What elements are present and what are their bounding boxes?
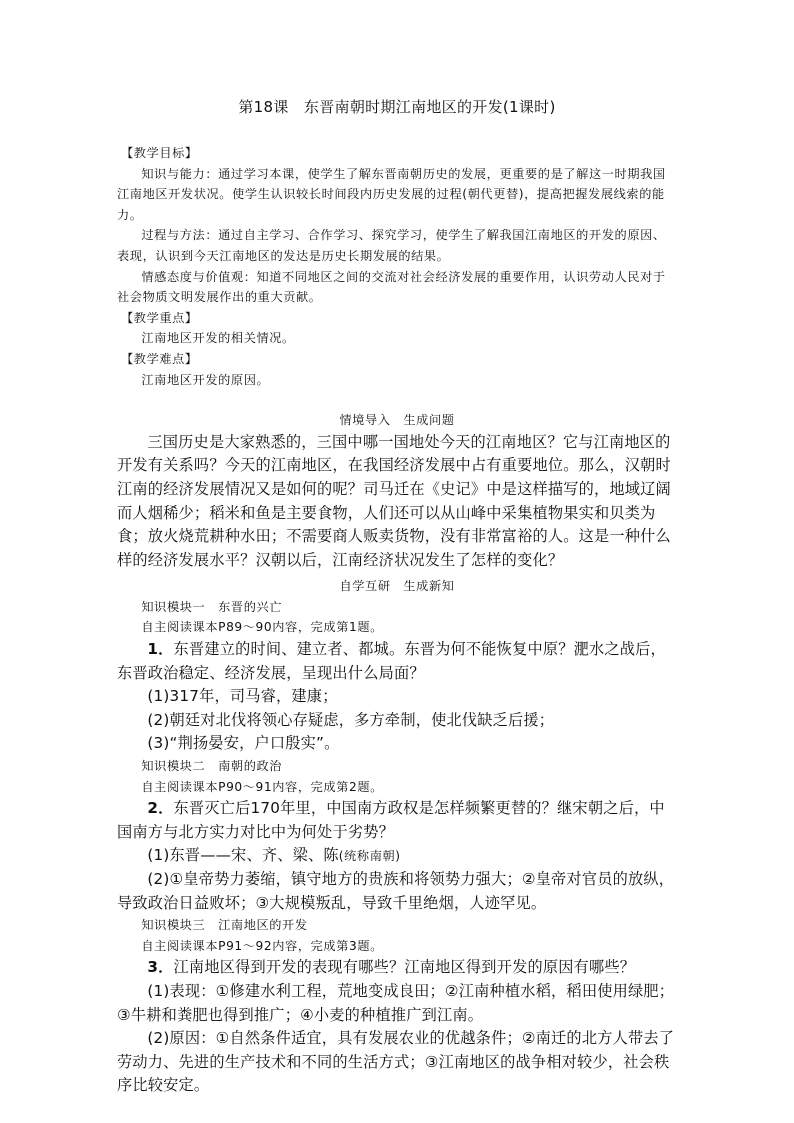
module-name: 知识模块一 东晋的兴亡 (141, 599, 283, 614)
question-number: 2． (147, 799, 174, 818)
question-number: 3． (147, 958, 174, 977)
difficulty-text: 江南地区开发的原因。 (141, 372, 270, 387)
difficulty-heading: 【教学难点】 (121, 351, 198, 366)
answer-main: (1)东晋——宋、齐、梁、陈 (147, 846, 339, 865)
document-page (117, 96, 677, 1098)
module-instruction: 自主阅读课本P91～92内容，完成第3题。 (141, 938, 383, 953)
lesson-title: 第18课 东晋南朝时期江南地区的开发(1课时) (238, 98, 556, 116)
module-question (117, 956, 677, 980)
intro-heading: 情境导入 生成问题 (339, 413, 455, 428)
knowledge-module-1 (117, 597, 677, 756)
question-text: 东晋灭亡后170年里，中国南方政权是怎样频繁更替的？继宋朝之后，中国南方与北方实力对比中为何处于劣势？ (117, 799, 665, 841)
answer-note: (统称南朝) (338, 849, 401, 864)
self-study-heading: 自学互研 生成新知 (339, 579, 455, 594)
module-instruction: 自主阅读课本P90～91内容，完成第2题。 (141, 779, 383, 794)
answer-line: (2)原因：①自然条件适宜，具有发展农业的优越条件；②南迁的北方人带去了劳动力、先进的生产技术和不同的生活方式；③江南地区的战争相对较少，社会秩序比较安定。 (117, 1029, 675, 1095)
answer-line (117, 844, 677, 868)
module-name: 知识模块三 江南地区的开发 (141, 918, 308, 933)
key-text: 江南地区开发的相关情况。 (141, 331, 295, 346)
answer-line: (2)朝廷对北伐将领心存疑虑，多方牵制，使北伐缺乏后援； (147, 710, 555, 729)
module-question (117, 638, 677, 685)
answer-line: (3)“荆扬晏安，户口殷实”。 (147, 734, 340, 753)
teaching-goals (117, 143, 677, 390)
knowledge-module-2 (117, 756, 677, 915)
answer-line: (1)317年，司马睿，建康； (147, 687, 338, 706)
question-text: 东晋建立的时间、建立者、都城。东晋为何不能恢复中原？淝水之战后，东晋政治稳定、经济发展，呈现出什么局面？ (117, 640, 666, 682)
goal-process: 过程与方法：通过自主学习、合作学习、探究学习，使学生了解我国江南地区的开发的原因、表现，认识到今天江南地区的发达是历史长期发展的结果。 (117, 228, 666, 263)
key-heading: 【教学重点】 (121, 310, 198, 325)
goal-emotion: 情感态度与价值观：知道不同地区之间的交流对社会经济发展的重要作用，认识劳动人民对于社会物质文明发展作出的重大贡献。 (117, 269, 666, 305)
question-text: 江南地区得到开发的表现有哪些？江南地区得到开发的原因有哪些？ (173, 958, 636, 977)
answer-line: (2)①皇帝势力萎缩，镇守地方的贵族和将领势力强大；②皇帝对官员的放纵，导致政治日益败坏；③大规模叛乱，导致千里绝烟，人迹罕见。 (117, 870, 675, 912)
module-name: 知识模块二 南朝的政治 (141, 759, 283, 774)
goals-heading: 【教学目标】 (121, 146, 198, 160)
intro-text: 三国历史是大家熟悉的，三国中哪一国地处今天的江南地区？它与江南地区的开发有关系吗？今天的江南地区，在我国经济发展中占有重要地位。那么，汉朝时江南的经济发展情况又是如何的呢？司马迁在《史记》中是这样描写的，地域辽阔而人烟稀少；稻米和鱼是主要食物，人们还可以从山峰中采集植物果实和贝类为食；放火烧荒耕种水田；不需要商人贩卖货物，没有非常富裕的人。这是一种什么样的经济发展水平？汉朝以后，江南经济状况发生了怎样的变化？ (117, 432, 671, 569)
answer-line: (1)表现：①修建水利工程，荒地变成良田；②江南种植水稻，稻田使用绿肥；③牛耕和粪肥也得到推广；④小麦的种植推广到江南。 (117, 981, 675, 1024)
module-question (117, 797, 677, 844)
knowledge-module-3 (117, 915, 677, 1098)
module-instruction: 自主阅读课本P89～90内容，完成第1题。 (141, 620, 383, 635)
question-number: 1． (147, 640, 174, 659)
goal-ability: 知识与能力：通过学习本课，使学生了解东晋南朝历史的发展，更重要的是了解这一时期我国江南地区开发状况。使学生认识较长时间段内历史发展的过程(朝代更替)，提高把握发展线索的能力。 (117, 166, 666, 222)
